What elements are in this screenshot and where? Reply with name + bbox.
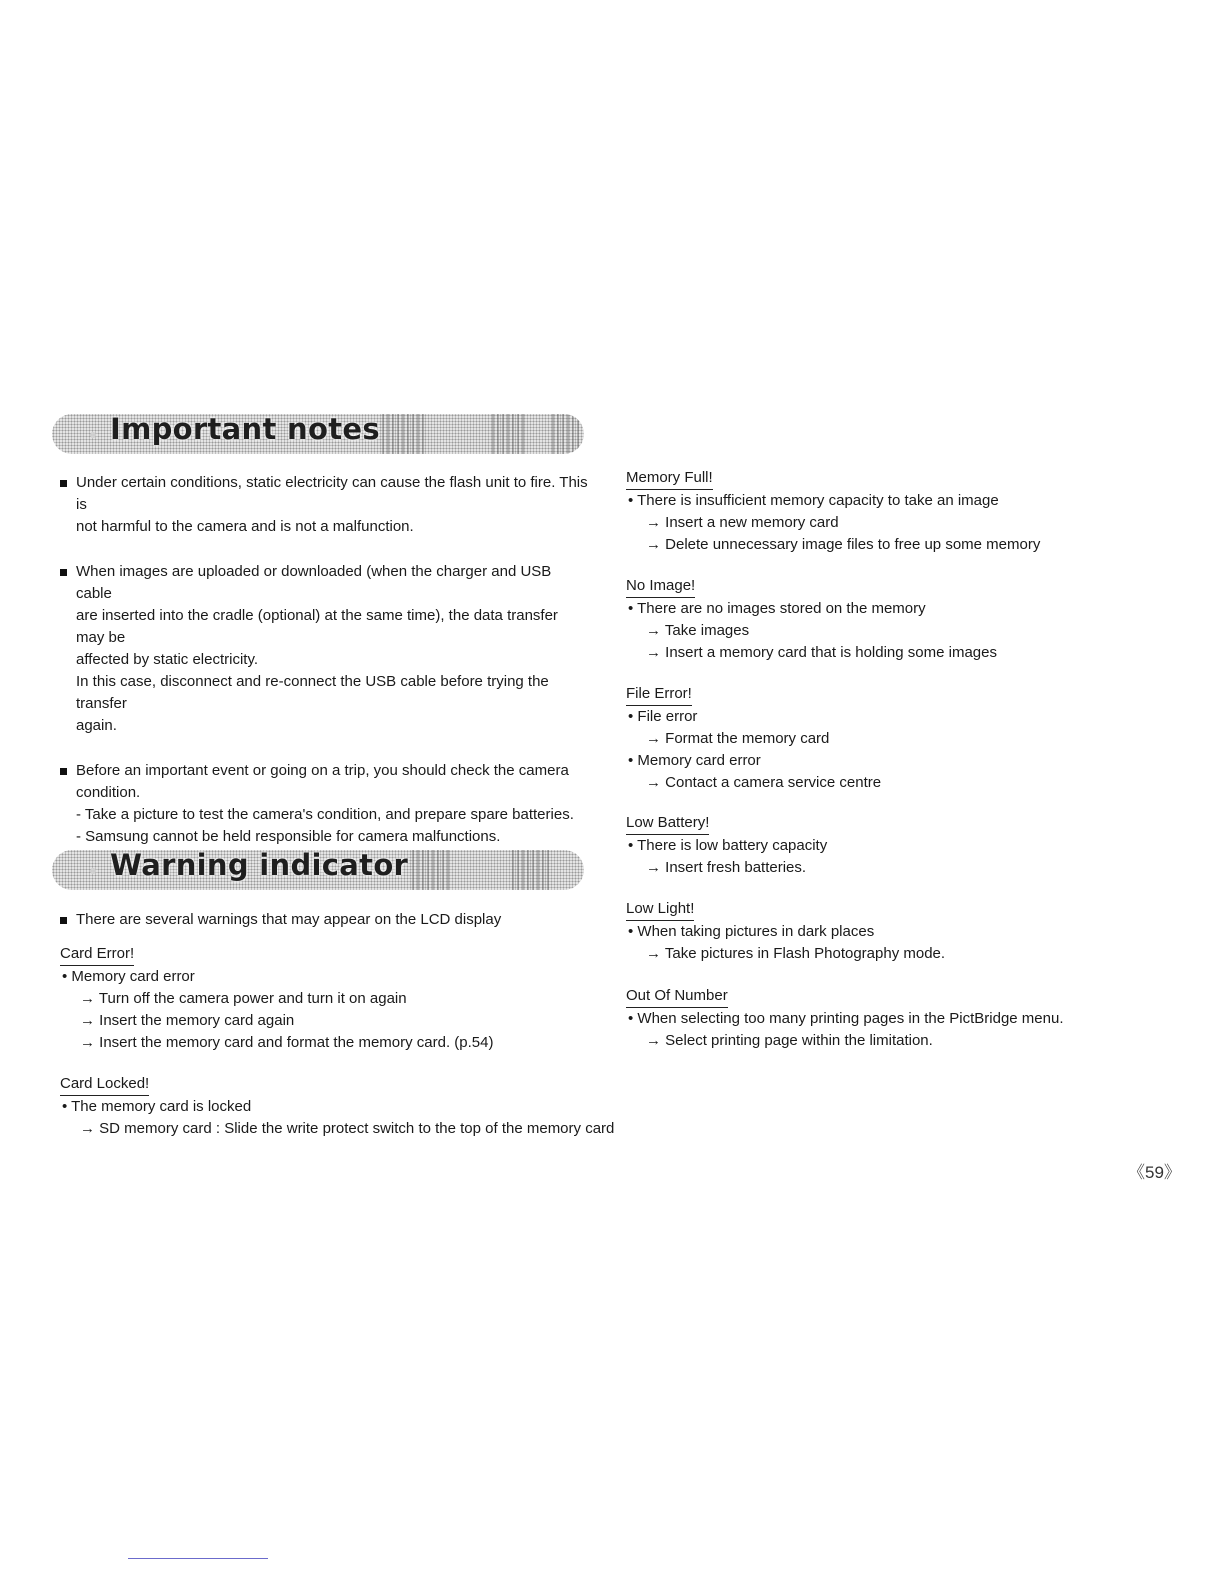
note-paragraph: When images are uploaded or downloaded (when the charger and USB cable are inserted into the cradle (optional) at the same time), the data transfer may be affected by static electricity. In this case, disconnect and re-connect the USB cable before trying the transfer again. [60, 561, 590, 737]
page-number: 《59》 [1128, 1163, 1181, 1182]
warning-low-light: Low Light! • When taking pictures in dark places → Take pictures in Flash Photography mode. [626, 900, 946, 962]
important-notes-banner [52, 414, 584, 454]
warning-heading: Low Battery! [626, 812, 709, 835]
warning-no-image: No Image! • There are no images stored on the memory → Take images → Insert a memory card that is holding some images [626, 577, 997, 661]
important-notes-title: Important notes [110, 414, 380, 446]
warning-heading: Card Error! [60, 943, 134, 966]
square-bullet-icon [60, 480, 67, 487]
warning-heading: Out Of Number [626, 985, 728, 1008]
important-notes-body [60, 472, 590, 848]
note-paragraph: Before an important event or going on a trip, you should check the camera condition. - Take a picture to test the camera's condition, and prepare spare batteries. - Samsung cannot be held responsible for camera malfunctions. [60, 760, 590, 848]
note-paragraph: Under certain conditions, static electricity can cause the flash unit to fire. This is not harmful to the camera and is not a malfunction. [60, 472, 590, 538]
warning-low-battery: Low Battery! • There is low battery capacity → Insert fresh batteries. [626, 814, 828, 876]
square-bullet-icon [60, 768, 67, 775]
warning-heading: Memory Full! [626, 467, 713, 490]
square-bullet-icon [60, 569, 67, 576]
warning-heading: Low Light! [626, 898, 694, 921]
warning-heading: Card Locked! [60, 1073, 149, 1096]
square-bullet-icon [60, 917, 67, 924]
banner-bullet-icon [90, 868, 96, 874]
warning-out-of-number: Out Of Number • When selecting too many printing pages in the PictBridge menu. → Select printing page within the limitation. [626, 987, 1064, 1049]
warning-file-error: File Error! • File error → Format the memory card • Memory card error → Contact a camera service centre [626, 685, 882, 791]
warning-card-locked: Card Locked! • The memory card is locked → SD memory card : Slide the write protect switch to the top of the memory card [60, 1075, 615, 1137]
warning-memory-full: Memory Full! • There is insufficient memory capacity to take an image → Insert a new memory card → Delete unnecessary image files to free up some memory [626, 469, 1041, 553]
banner-bullet-icon [90, 432, 96, 438]
warning-heading: File Error! [626, 683, 692, 706]
warning-heading: No Image! [626, 575, 695, 598]
warning-indicator-title: Warning indicator [110, 850, 409, 882]
warning-card-error: Card Error! • Memory card error → Turn off the camera power and turn it on again → Insert the memory card again → Insert the memory card and format the memory card. (p.54) [60, 945, 494, 1051]
warning-intro: There are several warnings that may appear on the LCD display [60, 909, 590, 931]
footer-rule [128, 1558, 268, 1559]
warning-indicator-banner [52, 850, 584, 890]
